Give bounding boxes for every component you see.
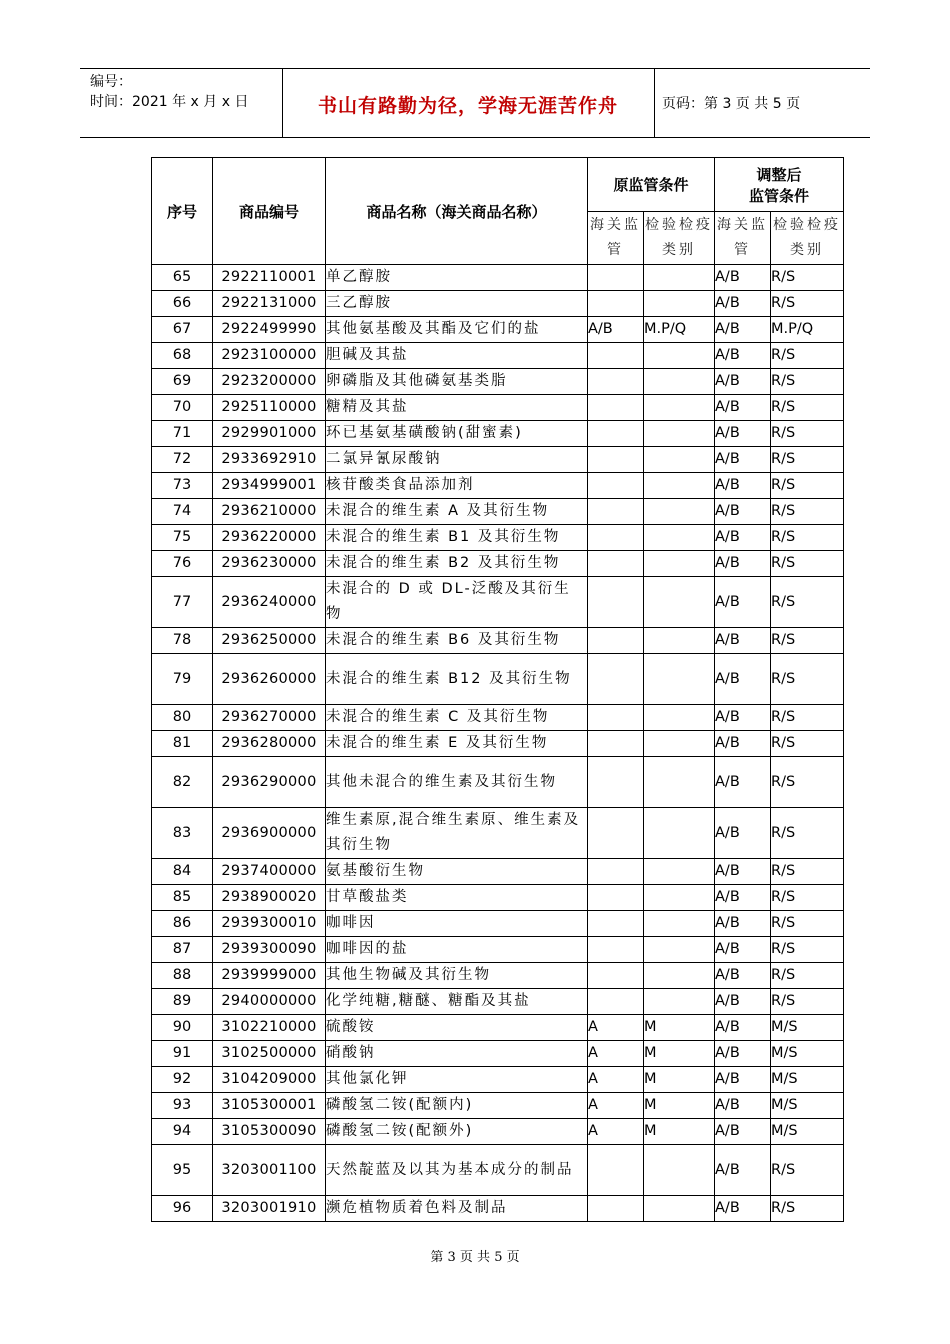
cell-adjusted-customs: A/B (715, 1067, 771, 1093)
cell-orig-inspection (644, 1145, 715, 1196)
cell-code: 2923100000 (213, 343, 326, 369)
cell-orig-customs (588, 369, 644, 395)
table-row (152, 577, 844, 628)
cell-no: 67 (152, 317, 213, 343)
cell-orig-customs (588, 989, 644, 1015)
cell-adjusted-customs: A/B (715, 705, 771, 731)
cell-name: 其他氯化钾 (326, 1067, 588, 1093)
cell-orig-customs (588, 421, 644, 447)
cell-name: 核苷酸类食品添加剂 (326, 473, 588, 499)
col-header-code: 商品编号 (213, 158, 326, 265)
code-label: 编号： (90, 74, 132, 90)
cell-name: 氨基酸衍生物 (326, 859, 588, 885)
cell-adjusted-inspection: R/S (771, 859, 844, 885)
cell-adjusted-inspection: R/S (771, 499, 844, 525)
cell-name: 天然靛蓝及以其为基本成分的制品 (326, 1145, 588, 1196)
cell-name: 磷酸氢二铵(配额外) (326, 1119, 588, 1145)
cell-orig-inspection (644, 473, 715, 499)
cell-code: 2939300090 (213, 937, 326, 963)
table-row (152, 808, 844, 859)
table-row (152, 705, 844, 731)
cell-orig-customs: A (588, 1093, 644, 1119)
cell-name: 甘草酸盐类 (326, 885, 588, 911)
cell-code: 2940000000 (213, 989, 326, 1015)
cell-adjusted-inspection: R/S (771, 447, 844, 473)
cell-orig-customs: A (588, 1015, 644, 1041)
table-row (152, 421, 844, 447)
cell-adjusted-customs: A/B (715, 1145, 771, 1196)
cell-adjusted-customs: A/B (715, 731, 771, 757)
table-body (152, 265, 844, 1222)
table-row (152, 369, 844, 395)
cell-no: 71 (152, 421, 213, 447)
table-row (152, 525, 844, 551)
cell-adjusted-customs: A/B (715, 525, 771, 551)
cell-adjusted-customs: A/B (715, 551, 771, 577)
cell-name: 其他氨基酸及其酯及它们的盐 (326, 317, 588, 343)
cell-code: 3105300001 (213, 1093, 326, 1119)
table-row (152, 989, 844, 1015)
cell-orig-customs (588, 757, 644, 808)
cell-orig-customs (588, 577, 644, 628)
cell-orig-inspection (644, 421, 715, 447)
cell-code: 3203001910 (213, 1196, 326, 1222)
cell-orig-customs (588, 911, 644, 937)
table-row (152, 859, 844, 885)
cell-orig-inspection: M (644, 1067, 715, 1093)
cell-code: 2936250000 (213, 628, 326, 654)
cell-orig-inspection: M (644, 1093, 715, 1119)
cell-orig-customs (588, 1145, 644, 1196)
cell-adjusted-customs: A/B (715, 317, 771, 343)
cell-no: 94 (152, 1119, 213, 1145)
cell-adjusted-inspection: R/S (771, 395, 844, 421)
cell-orig-inspection (644, 369, 715, 395)
cell-adjusted-customs: A/B (715, 937, 771, 963)
table-row (152, 473, 844, 499)
cell-orig-inspection (644, 395, 715, 421)
cell-orig-inspection (644, 963, 715, 989)
table-row (152, 1119, 844, 1145)
cell-adjusted-customs: A/B (715, 1093, 771, 1119)
cell-no: 85 (152, 885, 213, 911)
cell-code: 2929901000 (213, 421, 326, 447)
col-group-adjusted-line1: 调整后 (756, 165, 802, 184)
cell-no: 84 (152, 859, 213, 885)
table-row (152, 1145, 844, 1196)
cell-code: 2936260000 (213, 654, 326, 705)
cell-orig-customs: A (588, 1041, 644, 1067)
cell-orig-inspection (644, 989, 715, 1015)
sub-header-customs-adjusted: 海关监管 (715, 212, 771, 265)
cell-no: 78 (152, 628, 213, 654)
cell-no: 89 (152, 989, 213, 1015)
regulation-table (151, 157, 844, 1222)
table-row (152, 499, 844, 525)
cell-code: 3102210000 (213, 1015, 326, 1041)
table-row (152, 1196, 844, 1222)
table-row (152, 291, 844, 317)
cell-code: 2936220000 (213, 525, 326, 551)
cell-name: 其他未混合的维生素及其衍生物 (326, 757, 588, 808)
table-row (152, 447, 844, 473)
cell-name: 未混合的维生素 C 及其衍生物 (326, 705, 588, 731)
cell-code: 2936270000 (213, 705, 326, 731)
cell-adjusted-inspection: R/S (771, 705, 844, 731)
cell-adjusted-inspection: M/S (771, 1015, 844, 1041)
cell-adjusted-inspection: R/S (771, 654, 844, 705)
cell-code: 3105300090 (213, 1119, 326, 1145)
table-row (152, 654, 844, 705)
cell-adjusted-customs: A/B (715, 808, 771, 859)
cell-orig-inspection: M.P/Q (644, 317, 715, 343)
cell-code: 2936290000 (213, 757, 326, 808)
cell-orig-inspection (644, 291, 715, 317)
date-label: 时间：2021 年 x 月 x 日 (90, 94, 249, 110)
cell-adjusted-customs: A/B (715, 911, 771, 937)
table-row (152, 1093, 844, 1119)
cell-orig-inspection (644, 447, 715, 473)
cell-no: 83 (152, 808, 213, 859)
cell-orig-customs (588, 654, 644, 705)
col-header-name: 商品名称（海关商品名称） (326, 158, 588, 265)
cell-no: 93 (152, 1093, 213, 1119)
header-divider (654, 69, 655, 137)
cell-adjusted-customs: A/B (715, 1015, 771, 1041)
cell-adjusted-customs: A/B (715, 473, 771, 499)
header-meta (90, 72, 248, 112)
sub-header-customs: 海关监管 (588, 212, 644, 265)
cell-adjusted-customs: A/B (715, 654, 771, 705)
cell-no: 66 (152, 291, 213, 317)
cell-code: 3104209000 (213, 1067, 326, 1093)
cell-adjusted-customs: A/B (715, 963, 771, 989)
cell-orig-inspection: M (644, 1119, 715, 1145)
cell-adjusted-inspection: R/S (771, 421, 844, 447)
cell-orig-inspection (644, 757, 715, 808)
col-group-adjusted-line2: 监管条件 (749, 186, 810, 205)
cell-no: 86 (152, 911, 213, 937)
cell-code: 2922131000 (213, 291, 326, 317)
cell-adjusted-inspection: R/S (771, 808, 844, 859)
cell-code: 2936210000 (213, 499, 326, 525)
cell-adjusted-customs: A/B (715, 395, 771, 421)
cell-adjusted-inspection: R/S (771, 885, 844, 911)
cell-name: 化学纯糖,糖醚、糖酯及其盐 (326, 989, 588, 1015)
cell-adjusted-customs: A/B (715, 1196, 771, 1222)
cell-name: 咖啡因的盐 (326, 937, 588, 963)
cell-no: 72 (152, 447, 213, 473)
cell-no: 75 (152, 525, 213, 551)
cell-adjusted-inspection: R/S (771, 343, 844, 369)
cell-no: 88 (152, 963, 213, 989)
cell-orig-customs (588, 1196, 644, 1222)
cell-code: 2925110000 (213, 395, 326, 421)
cell-adjusted-inspection: M/S (771, 1041, 844, 1067)
cell-no: 92 (152, 1067, 213, 1093)
cell-adjusted-customs: A/B (715, 421, 771, 447)
cell-code: 3203001100 (213, 1145, 326, 1196)
cell-name: 硝酸钠 (326, 1041, 588, 1067)
page-footer: 第 3 页 共 5 页 (430, 1250, 520, 1265)
cell-no: 80 (152, 705, 213, 731)
cell-no: 77 (152, 577, 213, 628)
cell-code: 2936900000 (213, 808, 326, 859)
cell-name: 胆碱及其盐 (326, 343, 588, 369)
table-row (152, 911, 844, 937)
cell-adjusted-customs: A/B (715, 577, 771, 628)
cell-orig-customs (588, 885, 644, 911)
table-row (152, 551, 844, 577)
cell-adjusted-inspection: R/S (771, 1196, 844, 1222)
cell-orig-customs (588, 343, 644, 369)
col-group-original: 原监管条件 (588, 158, 715, 212)
cell-name: 二氯异氰尿酸钠 (326, 447, 588, 473)
cell-orig-inspection (644, 1196, 715, 1222)
cell-code: 2936230000 (213, 551, 326, 577)
cell-name: 未混合的维生素 B1 及其衍生物 (326, 525, 588, 551)
cell-adjusted-customs: A/B (715, 369, 771, 395)
cell-adjusted-inspection: M/S (771, 1119, 844, 1145)
cell-adjusted-customs: A/B (715, 1041, 771, 1067)
cell-orig-customs (588, 473, 644, 499)
cell-adjusted-inspection: R/S (771, 937, 844, 963)
table-row (152, 265, 844, 291)
header-motto: 书山有路勤为径，学海无涯苦作舟 (317, 95, 618, 117)
cell-orig-inspection (644, 885, 715, 911)
cell-code: 2923200000 (213, 369, 326, 395)
cell-orig-inspection (644, 705, 715, 731)
cell-adjusted-inspection: R/S (771, 291, 844, 317)
cell-no: 82 (152, 757, 213, 808)
cell-code: 2938900020 (213, 885, 326, 911)
table-row (152, 317, 844, 343)
cell-name: 未混合的维生素 B6 及其衍生物 (326, 628, 588, 654)
cell-adjusted-inspection: R/S (771, 963, 844, 989)
cell-code: 2922499990 (213, 317, 326, 343)
cell-adjusted-customs: A/B (715, 291, 771, 317)
cell-no: 70 (152, 395, 213, 421)
header-page-info: 页码：第 3 页 共 5 页 (662, 96, 801, 112)
cell-adjusted-customs: A/B (715, 265, 771, 291)
cell-adjusted-customs: A/B (715, 989, 771, 1015)
cell-orig-inspection (644, 859, 715, 885)
cell-orig-inspection (644, 911, 715, 937)
cell-no: 65 (152, 265, 213, 291)
cell-code: 2937400000 (213, 859, 326, 885)
cell-orig-inspection (644, 525, 715, 551)
cell-adjusted-inspection: R/S (771, 551, 844, 577)
table-row (152, 937, 844, 963)
table-row (152, 757, 844, 808)
cell-orig-customs (588, 937, 644, 963)
cell-orig-customs (588, 963, 644, 989)
cell-adjusted-inspection: R/S (771, 369, 844, 395)
cell-adjusted-inspection: M/S (771, 1067, 844, 1093)
cell-orig-inspection (644, 343, 715, 369)
table-row (152, 1041, 844, 1067)
cell-name: 未混合的 D 或 DL-泛酸及其衍生物 (326, 577, 588, 628)
cell-no: 73 (152, 473, 213, 499)
cell-adjusted-customs: A/B (715, 628, 771, 654)
cell-orig-inspection (644, 551, 715, 577)
cell-code: 2934999001 (213, 473, 326, 499)
cell-adjusted-inspection: R/S (771, 265, 844, 291)
cell-orig-customs (588, 395, 644, 421)
cell-orig-inspection (644, 265, 715, 291)
cell-orig-customs (588, 808, 644, 859)
cell-adjusted-inspection: R/S (771, 911, 844, 937)
cell-code: 2922110001 (213, 265, 326, 291)
cell-adjusted-inspection: R/S (771, 1145, 844, 1196)
cell-no: 81 (152, 731, 213, 757)
cell-orig-customs: A (588, 1119, 644, 1145)
cell-orig-customs (588, 551, 644, 577)
cell-no: 90 (152, 1015, 213, 1041)
cell-no: 95 (152, 1145, 213, 1196)
cell-adjusted-customs: A/B (715, 885, 771, 911)
cell-orig-customs (588, 525, 644, 551)
table-row (152, 885, 844, 911)
document-header (80, 68, 870, 138)
cell-adjusted-customs: A/B (715, 1119, 771, 1145)
cell-no: 76 (152, 551, 213, 577)
sub-header-inspection: 检验检疫类别 (644, 212, 715, 265)
cell-orig-inspection (644, 937, 715, 963)
cell-name: 磷酸氢二铵(配额内) (326, 1093, 588, 1119)
table-row (152, 395, 844, 421)
table-row (152, 628, 844, 654)
cell-adjusted-customs: A/B (715, 447, 771, 473)
col-group-adjusted (715, 158, 844, 212)
cell-no: 74 (152, 499, 213, 525)
cell-adjusted-customs: A/B (715, 757, 771, 808)
table-row (152, 963, 844, 989)
cell-adjusted-inspection: R/S (771, 577, 844, 628)
cell-name: 咖啡因 (326, 911, 588, 937)
sub-header-inspection-adjusted: 检验检疫类别 (771, 212, 844, 265)
cell-code: 2939300010 (213, 911, 326, 937)
table-row (152, 1015, 844, 1041)
cell-orig-customs (588, 499, 644, 525)
cell-no: 91 (152, 1041, 213, 1067)
cell-adjusted-inspection: R/S (771, 525, 844, 551)
cell-orig-inspection: M (644, 1041, 715, 1067)
cell-code: 3102500000 (213, 1041, 326, 1067)
cell-orig-customs (588, 265, 644, 291)
cell-name: 单乙醇胺 (326, 265, 588, 291)
cell-code: 2933692910 (213, 447, 326, 473)
cell-code: 2936280000 (213, 731, 326, 757)
cell-orig-inspection (644, 808, 715, 859)
cell-name: 未混合的维生素 B12 及其衍生物 (326, 654, 588, 705)
col-header-no: 序号 (152, 158, 213, 265)
cell-name: 濒危植物质着色料及制品 (326, 1196, 588, 1222)
cell-adjusted-inspection: R/S (771, 731, 844, 757)
cell-orig-inspection (644, 731, 715, 757)
cell-orig-customs (588, 291, 644, 317)
cell-adjusted-inspection: R/S (771, 628, 844, 654)
cell-adjusted-customs: A/B (715, 859, 771, 885)
cell-adjusted-inspection: R/S (771, 757, 844, 808)
cell-orig-inspection (644, 499, 715, 525)
cell-orig-inspection (644, 654, 715, 705)
cell-name: 未混合的维生素 E 及其衍生物 (326, 731, 588, 757)
cell-name: 卵磷脂及其他磷氨基类脂 (326, 369, 588, 395)
cell-orig-customs: A (588, 1067, 644, 1093)
cell-orig-customs (588, 731, 644, 757)
cell-name: 其他生物碱及其衍生物 (326, 963, 588, 989)
cell-no: 79 (152, 654, 213, 705)
cell-orig-inspection: M (644, 1015, 715, 1041)
cell-adjusted-inspection: M/S (771, 1093, 844, 1119)
cell-orig-customs (588, 705, 644, 731)
cell-name: 维生素原,混合维生素原、维生素及其衍生物 (326, 808, 588, 859)
table-row (152, 1067, 844, 1093)
cell-name: 硫酸铵 (326, 1015, 588, 1041)
cell-orig-inspection (644, 577, 715, 628)
cell-no: 68 (152, 343, 213, 369)
cell-name: 三乙醇胺 (326, 291, 588, 317)
cell-orig-inspection (644, 628, 715, 654)
cell-adjusted-customs: A/B (715, 343, 771, 369)
cell-code: 2939999000 (213, 963, 326, 989)
cell-no: 96 (152, 1196, 213, 1222)
cell-orig-customs: A/B (588, 317, 644, 343)
cell-name: 未混合的维生素 A 及其衍生物 (326, 499, 588, 525)
cell-adjusted-inspection: R/S (771, 473, 844, 499)
cell-no: 87 (152, 937, 213, 963)
cell-name: 糖精及其盐 (326, 395, 588, 421)
cell-name: 未混合的维生素 B2 及其衍生物 (326, 551, 588, 577)
cell-no: 69 (152, 369, 213, 395)
table-row (152, 731, 844, 757)
cell-code: 2936240000 (213, 577, 326, 628)
cell-adjusted-inspection: M.P/Q (771, 317, 844, 343)
cell-orig-customs (588, 859, 644, 885)
cell-orig-customs (588, 447, 644, 473)
cell-orig-customs (588, 628, 644, 654)
cell-adjusted-customs: A/B (715, 499, 771, 525)
cell-name: 环已基氨基磺酸钠(甜蜜素) (326, 421, 588, 447)
table-row (152, 343, 844, 369)
cell-adjusted-inspection: R/S (771, 989, 844, 1015)
